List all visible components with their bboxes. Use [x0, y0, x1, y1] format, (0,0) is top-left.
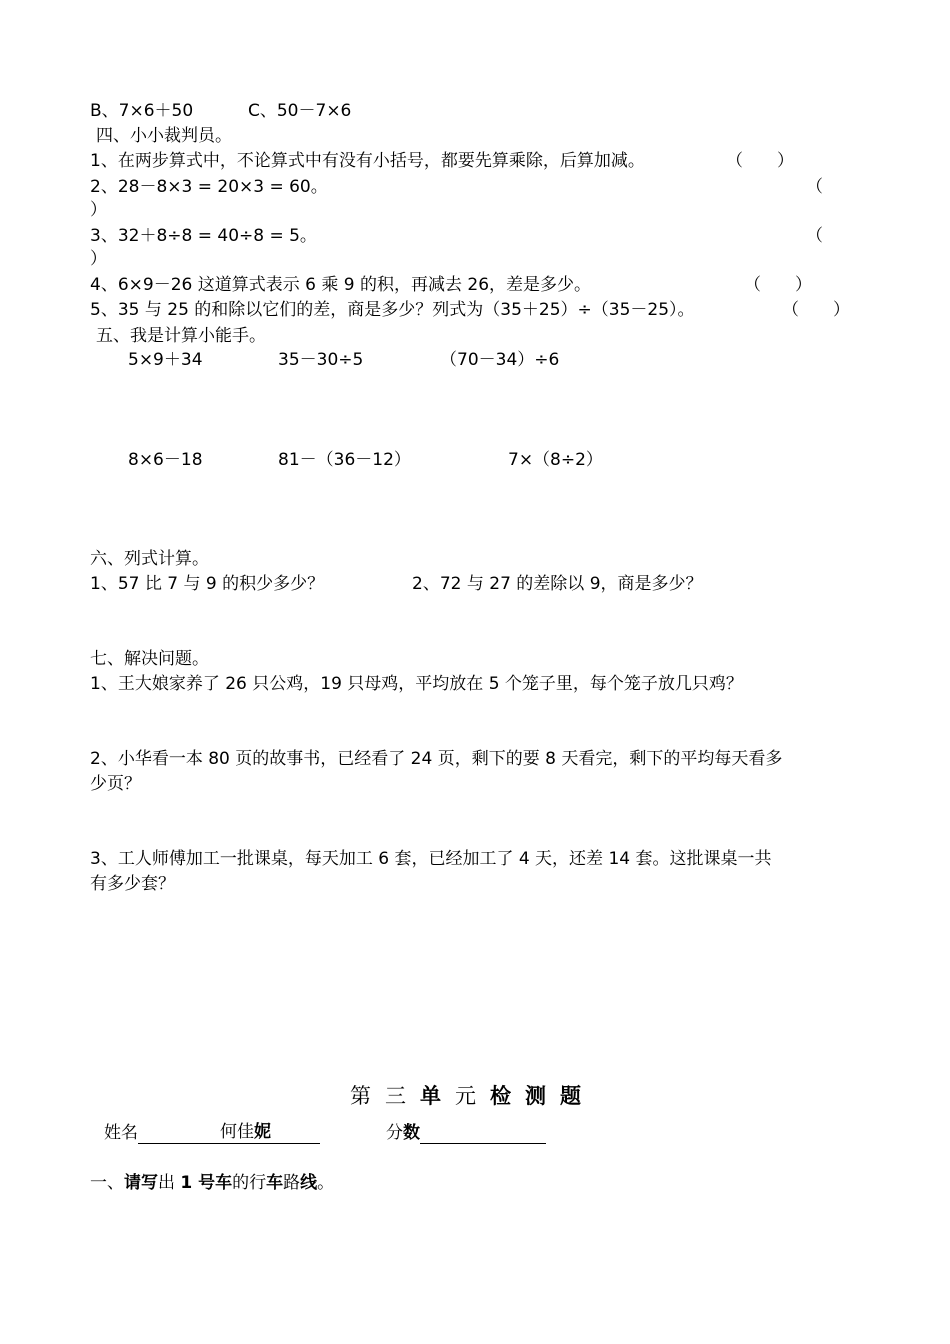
option-c: C、50－7×6 [248, 101, 352, 121]
judge-item-5: 5、35 与 25 的和除以它们的差，商是多少？列式为（35＋25）÷（35－25）。 [90, 300, 695, 320]
section4-heading: 四、小小裁判员。 [96, 126, 232, 146]
judge-item-4-paren: （ ） [744, 275, 812, 295]
problem-3-line1: 3、工人师傅加工一批课桌，每天加工 6 套，已经加工了 4 天，还差 14 套。这批课桌一共 [90, 849, 772, 869]
title-char: 三 [385, 1084, 406, 1108]
q1-part: 路 [283, 1173, 301, 1193]
calc-3: （70－34）÷6 [440, 350, 560, 370]
score-field[interactable] [420, 1123, 546, 1144]
calc-2: 35－30÷5 [278, 350, 364, 370]
judge-item-3-paren-open: （ [806, 226, 823, 246]
calc-5: 81－（36－12） [278, 450, 411, 470]
name-row [104, 1122, 320, 1144]
problem-2-line2: 少页？ [90, 774, 141, 794]
judge-item-3-paren-close: ） [90, 249, 107, 269]
unit3-question-1 [90, 1172, 334, 1194]
judge-item-2-paren-close: ） [90, 200, 107, 220]
calc-6: 7×（8÷2） [508, 450, 603, 470]
list-calc-q2: 2、72 与 27 的差除以 9，商是多少？ [412, 574, 703, 594]
name-value [220, 1121, 271, 1143]
score-label-2: 数 [403, 1123, 420, 1143]
q1-part: 请写 [124, 1173, 158, 1193]
judge-item-1-paren: （ ） [726, 151, 794, 171]
q1-part: 一、 [90, 1173, 124, 1193]
judge-item-2: 2、28－8×3 = 20×3 = 60。 [90, 177, 328, 197]
q1-part: 的行 [232, 1173, 267, 1193]
unit3-title [350, 1082, 595, 1110]
calc-4: 8×6－18 [128, 450, 203, 470]
problem-3-line2: 有多少套？ [90, 874, 175, 894]
problem-2-line1: 2、小华看一本 80 页的故事书，已经看了 24 页，剩下的要 8 天看完，剩下的平均每天看多 [90, 749, 783, 769]
title-char: 题 [560, 1084, 581, 1108]
name-field[interactable] [138, 1123, 320, 1144]
section7-heading: 七、解决问题。 [90, 649, 209, 669]
q1-part: 线 [300, 1173, 318, 1193]
score-row [386, 1122, 546, 1144]
calc-1: 5×9＋34 [128, 350, 203, 370]
problem-1: 1、王大娘家养了 26 只公鸡，19 只母鸡，平均放在 5 个笼子里，每个笼子放几只鸡？ [90, 674, 743, 694]
name-value-bold: 妮 [254, 1122, 271, 1142]
list-calc-q1: 1、57 比 7 与 9 的积少多少？ [90, 574, 325, 594]
judge-item-2-paren-open: （ [806, 177, 823, 197]
score-label-1: 分 [386, 1123, 403, 1143]
q1-part: 1 号车 [180, 1173, 233, 1193]
q1-part: 车 [266, 1173, 284, 1193]
q1-part: 。 [317, 1173, 335, 1193]
title-char: 单 [420, 1084, 441, 1108]
judge-item-1: 1、在两步算式中，不论算式中有没有小括号，都要先算乘除，后算加减。 [90, 151, 645, 171]
section5-heading: 五、我是计算小能手。 [96, 326, 266, 346]
title-char: 元 [455, 1084, 476, 1108]
name-label: 姓名 [104, 1123, 138, 1143]
title-char: 检 [490, 1084, 511, 1108]
judge-item-3: 3、32＋8÷8 = 40÷8 = 5。 [90, 226, 317, 246]
judge-item-4: 4、6×9－26 这道算式表示 6 乘 9 的积，再减去 26，差是多少。 [90, 275, 592, 295]
name-value-text: 何佳 [220, 1122, 254, 1142]
option-b: B、7×6＋50 [90, 101, 194, 121]
section6-heading: 六、列式计算。 [90, 549, 209, 569]
title-char: 第 [350, 1084, 371, 1108]
q1-part: 出 [158, 1173, 181, 1193]
title-char: 测 [525, 1084, 546, 1108]
judge-item-5-paren: （ ） [782, 300, 850, 320]
